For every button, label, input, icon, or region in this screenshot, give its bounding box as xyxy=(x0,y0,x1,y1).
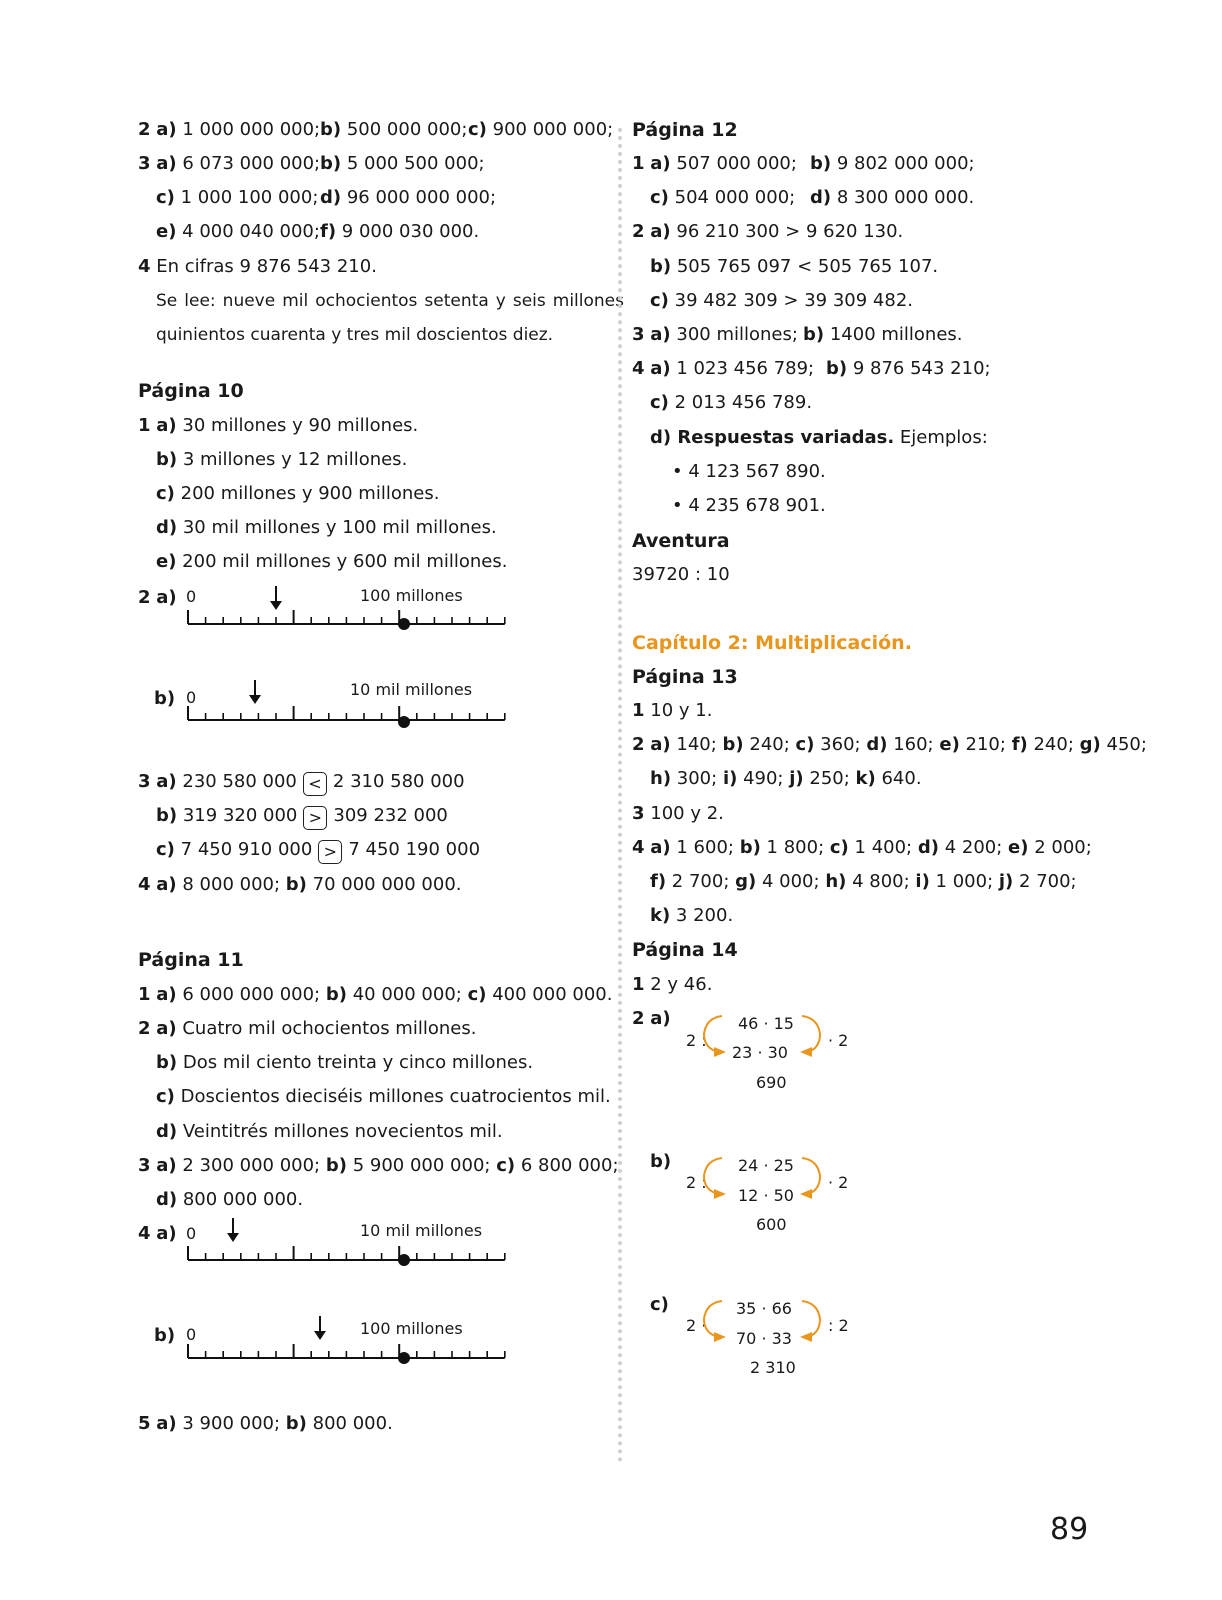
example-2: • 4 235 678 901. xyxy=(672,495,826,516)
left-arc-arrow xyxy=(704,1016,722,1052)
column-divider xyxy=(618,128,622,1463)
svg-text:0: 0 xyxy=(186,1224,197,1243)
left-arc-arrow xyxy=(704,1158,722,1194)
compare-3a: 3 a) 230 580 000 < 2 310 580 000 xyxy=(138,770,465,796)
svg-text:2 310: 2 310 xyxy=(750,1358,796,1377)
svg-text:2 :: 2 : xyxy=(686,1031,707,1050)
svg-text:12 · 50: 12 · 50 xyxy=(738,1186,794,1205)
dot-marker xyxy=(398,618,410,630)
chapter-title: Capítulo 2: Multiplicación. xyxy=(632,632,912,654)
svg-text:0: 0 xyxy=(186,587,197,606)
svg-text:2 :: 2 : xyxy=(686,1173,707,1192)
dot-marker xyxy=(398,716,410,728)
arrow-marker xyxy=(249,695,261,704)
reading-line-2: quinientos cuarenta y tres mil doscientos diez. xyxy=(156,325,554,345)
arrow-marker xyxy=(227,1233,239,1242)
svg-text:46 · 15: 46 · 15 xyxy=(738,1014,794,1033)
svg-text:100 millones: 100 millones xyxy=(360,1319,463,1338)
section-title-aventura: Aventura xyxy=(632,530,730,552)
svg-text:10 mil millones: 10 mil millones xyxy=(350,680,473,699)
section-title-pagina-13: Página 13 xyxy=(632,666,738,688)
right-arc-arrow xyxy=(802,1158,820,1194)
left-arc-arrow xyxy=(704,1301,722,1337)
section-title-pagina-11: Página 11 xyxy=(138,949,244,971)
svg-text:10 mil millones: 10 mil millones xyxy=(360,1221,483,1240)
svg-text:600: 600 xyxy=(756,1215,787,1234)
svg-text:· 2: · 2 xyxy=(828,1031,849,1050)
number-line-11b xyxy=(186,1312,506,1372)
svg-text:24 · 25: 24 · 25 xyxy=(738,1156,794,1175)
right-arc-arrow xyxy=(802,1301,820,1337)
page-number: 89 xyxy=(1050,1512,1089,1547)
svg-text:35 · 66: 35 · 66 xyxy=(736,1299,792,1318)
number-line-10b xyxy=(186,676,506,736)
aventura-answer: 39720 : 10 xyxy=(632,564,730,585)
svg-text:100 millones: 100 millones xyxy=(360,586,463,605)
compare-3b: b) 319 320 000 > 309 232 000 xyxy=(156,804,448,830)
section-title-pagina-12: Página 12 xyxy=(632,119,738,141)
arrow-marker xyxy=(270,601,282,610)
dot-marker xyxy=(398,1254,410,1266)
dot-marker xyxy=(398,1352,410,1364)
answer-3: 3 a) 6 073 000 000; xyxy=(138,153,321,174)
section-title-pagina-14: Página 14 xyxy=(632,939,738,961)
svg-text:690: 690 xyxy=(756,1073,787,1092)
reading-line-1: Se lee: nueve mil ochocientos setenta y seis millones xyxy=(156,291,624,311)
compensation-diagram-c xyxy=(680,1295,880,1385)
svg-text:0: 0 xyxy=(186,1325,197,1344)
number-line-10a xyxy=(186,580,506,640)
arrow-marker xyxy=(314,1331,326,1340)
svg-text:: 2: : 2 xyxy=(828,1316,849,1335)
compensation-diagram-a xyxy=(680,1010,880,1100)
number-line-11a xyxy=(186,1214,506,1274)
example-1: • 4 123 567 890. xyxy=(672,461,826,482)
compare-3c: c) 7 450 910 000 > 7 450 190 000 xyxy=(156,838,480,864)
svg-text:23 · 30: 23 · 30 xyxy=(732,1043,788,1062)
right-arc-arrow xyxy=(802,1016,820,1052)
section-title-pagina-10: Página 10 xyxy=(138,380,244,402)
answer-2: 2 a) 1 000 000 000; xyxy=(138,119,321,140)
compensation-diagram-b xyxy=(680,1152,880,1242)
svg-text:0: 0 xyxy=(186,688,197,707)
answer-4: 4 En cifras 9 876 543 210. xyxy=(138,256,377,277)
svg-text:· 2: · 2 xyxy=(828,1173,849,1192)
svg-text:2 ·: 2 · xyxy=(686,1316,707,1335)
svg-text:70 · 33: 70 · 33 xyxy=(736,1329,792,1348)
